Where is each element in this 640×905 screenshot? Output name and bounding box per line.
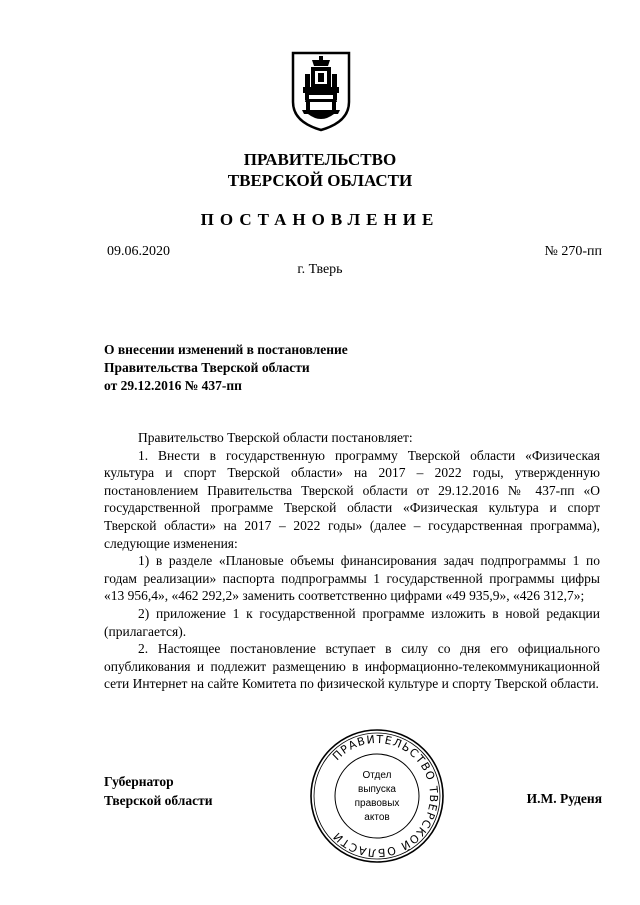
- stamp-center-line4: актов: [364, 812, 390, 823]
- coat-of-arms-icon: [290, 50, 352, 132]
- document-subject: [104, 341, 348, 395]
- document-city: г. Тверь: [297, 262, 343, 277]
- stamp-center-line3: правовых: [354, 798, 400, 809]
- stamp-center-line1: Отдел: [362, 770, 392, 781]
- subject-line2: Правительства Тверской области: [104, 360, 310, 375]
- stamp-center-line2: выпуска: [358, 784, 396, 795]
- document-date: 09.06.2020: [107, 244, 170, 259]
- signatory-name: И.М. Руденя: [526, 791, 602, 806]
- org-name-line1: ПРАВИТЕЛЬСТВО: [243, 150, 397, 169]
- signatory-title: [104, 772, 213, 810]
- document-body: [104, 429, 600, 693]
- body-paragraph: Правительство Тверской области постановляет:: [138, 430, 413, 445]
- signatory-title-line1: Губернатор: [104, 774, 174, 789]
- subject-line1: О внесении изменений в постановление: [104, 342, 348, 357]
- official-stamp: [307, 726, 447, 866]
- subject-line3: от 29.12.2016 № 437-пп: [104, 378, 242, 393]
- body-paragraph: 2. Настоящее постановление вступает в силу со дня его официального опубликования и подлежит размещению в информационно-телекоммуникационной сети Интернет на сайте Комитета по физической культуре и спорту Тверской области.: [104, 641, 600, 692]
- body-paragraph: 1. Внести в государственную программу Тверской области «Физическая культура и спорт Тверской области» на 2017 – 2022 годы, утвержденную постановлением Правительства Тверской области от 29.12.2016 № 437-пп «О государственной программе Тверской области «Физическая культура и спорт Тверской области» на 2017 – 2022 годы» (далее – государственная программа), следующие изменения:: [104, 447, 600, 551]
- body-paragraph: 1) в разделе «Плановые объемы финансирования задач подпрограммы 1 по годам реализации» паспорта подпрограммы 1 государственной программы цифры «13 956,4», «462 292,2» заменить соответственно цифрами «49 935,9», «426 312,7»;: [104, 553, 600, 604]
- body-paragraph: 2) приложение 1 к государственной программе изложить в новой редакции (прилагается).: [104, 605, 600, 639]
- org-name-line2: ТВЕРСКОЙ ОБЛАСТИ: [227, 171, 413, 190]
- document-type: ПОСТАНОВЛЕНИЕ: [200, 210, 440, 229]
- document-number: № 270-пп: [544, 244, 602, 259]
- signatory-title-line2: Тверской области: [104, 793, 213, 808]
- stamp-ring-text: ПРАВИТЕЛЬСТВО ТВЕРСКОЙ ОБЛАСТИ: [330, 732, 441, 860]
